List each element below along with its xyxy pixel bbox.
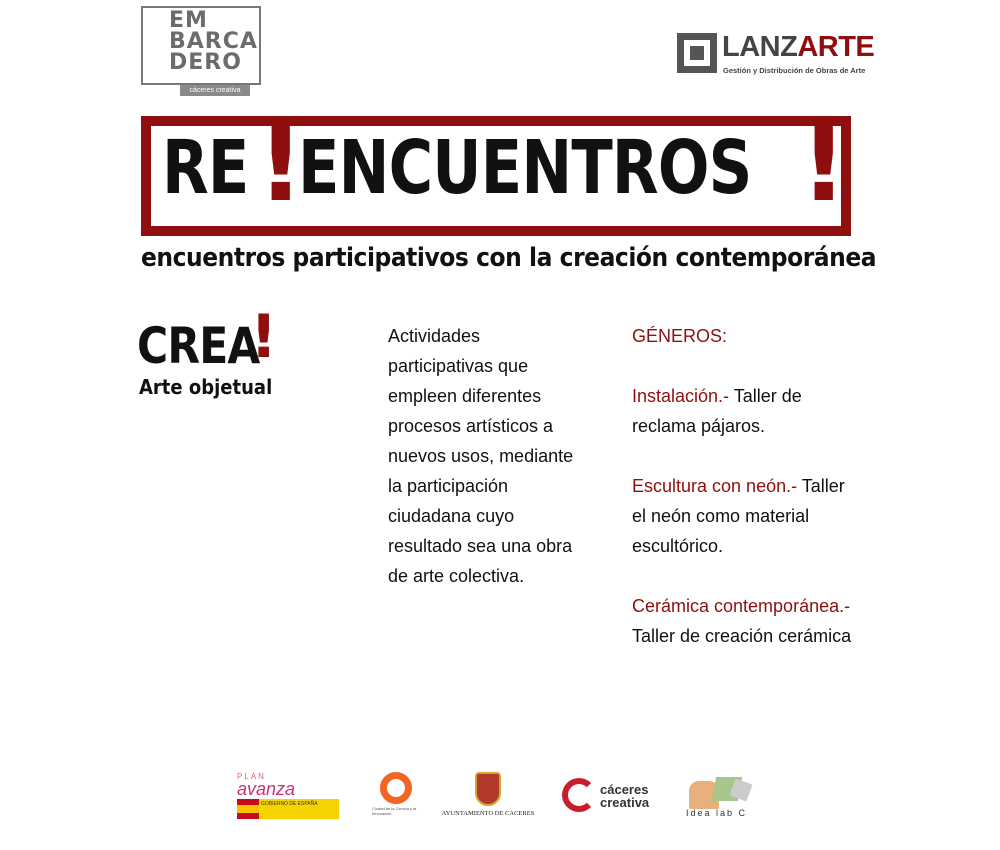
embarcadero-logo-text: EM BARCA DERO xyxy=(169,8,258,75)
genre-item xyxy=(632,381,860,441)
lanzarte-square-icon xyxy=(677,33,717,73)
lanzarte-logo xyxy=(677,31,875,77)
crea-subtitle: Arte objetual xyxy=(139,375,273,399)
caceres-creativa-logo: cáceres creativa xyxy=(562,778,662,818)
genre-name: Cerámica contemporánea.- xyxy=(632,596,851,616)
spain-flag-icon xyxy=(237,799,259,819)
embarcadero-logo xyxy=(141,6,261,85)
genre-text: Taller de creación cerámica xyxy=(632,626,852,646)
banner-exclamation-2: ! xyxy=(800,103,848,225)
lanzarte-logo-subtitle: Gestión y Distribución de Obras de Arte xyxy=(723,66,866,75)
genres-list xyxy=(632,321,860,681)
genre-name: Escultura con neón.- xyxy=(632,476,798,496)
orange-ring-icon xyxy=(380,772,412,804)
ayuntamiento-caceres-logo: AYUNTAMIENTO DE CACERES xyxy=(440,772,536,820)
plan-avanza-logo: PLAN avanza GOBIERNO DE ESPAÑA xyxy=(237,772,339,820)
ciudad-ciencia-logo: Ciudad de la Ciencia y la Innovación xyxy=(372,772,418,820)
red-c-icon xyxy=(562,778,596,812)
genre-item xyxy=(632,471,860,561)
activity-description: Actividades participativas que empleen diferentes procesos artísticos a nuevos usos, mediante la participación ciudadana cuyo resultado sea una obra de arte colectiva. xyxy=(388,326,574,586)
genre-item xyxy=(632,591,860,651)
embarcadero-logo-subtitle: cáceres creativa xyxy=(180,85,250,96)
genre-text: Taller de reclama pájaros. xyxy=(632,386,802,436)
lanzarte-logo-name: LANZARTE xyxy=(722,31,875,63)
idealab-logo: Idea lab C xyxy=(686,775,766,820)
banner-title-re: RE xyxy=(162,125,249,211)
coat-of-arms-icon xyxy=(475,772,501,806)
tagline: encuentros participativos con la creación contemporánea xyxy=(141,243,877,273)
crea-title: CREA xyxy=(137,317,260,375)
genre-name: Instalación.- xyxy=(632,386,730,406)
banner-exclamation-1: ! xyxy=(257,103,305,225)
genres-heading: GÉNEROS: xyxy=(632,326,728,346)
genre-text: Taller el neón como material escultórico. xyxy=(632,476,845,556)
banner-title-encuentros: ENCUENTROS xyxy=(298,125,752,211)
crea-exclamation: ! xyxy=(250,302,278,372)
